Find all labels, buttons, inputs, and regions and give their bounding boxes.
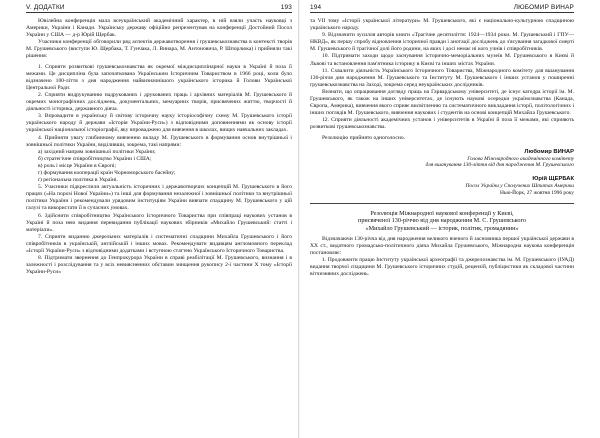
signatory-name: Любомир ВИНАР <box>524 148 574 155</box>
list-item: г) формування кооперації країн Чорноморського басейну; <box>38 169 176 176</box>
resolution-item: 7. Сприяти виданню джерельних матеріалів і систематичні спадщини Михайла Грушевського і його співробітників в українській, англійській і інших мовах. Рекомендувати видавцям англомовного переклад «Історії України-Руси» з відповідними додатками і вступною статтею Українського Історичного Товариства. <box>26 233 292 254</box>
resolution-item: 12. Сприяти діяльності академічних установ і університетів в Україні й поза її межами, які сприяють розвиткові грушевськознавства. <box>310 117 574 131</box>
list-item: ґ) регіональна політика в Україні. <box>38 177 118 184</box>
resolution-item: 5. Учасники підкреслили актуальність історичних і державотворчих концепцій М. Грушевського в його працях («На порозі Нової України») та інші для формування незалежної і зовнішньої політики та внутрішньої політики України і рекомендували урядовим інституціям України вивчати спадщину М. Грушевського у цій галузі та використати її в сучасних умовах. <box>26 184 292 212</box>
signature-block <box>310 176 574 197</box>
resolution-title-line: присвяченої 130-річчю від дня народження М. С. Грушевського <box>358 217 526 225</box>
resolution-item: 9. Відзначити зусилля авторів книги «Трагічне десятиліття: 1924—1934 роки. М. Грушевський і ГПУ—НКВД», як першу спробу відновлення історичної правди і анотації досліджень до з'ясування загадкової смерті М. Грушевського й трагічної долі його родини, на яких і досі немає ні кого учнів і співробітників. <box>310 32 574 53</box>
signatory-name: Юрій ЩЕРБАК <box>532 175 574 182</box>
signatory-role: Голова Міжнародного академічного комітету <box>467 155 574 162</box>
resolution-item: 8. Підтримати звернення до Генпрокурора України в справі реабілітації М. Грушевського, визнання і в залежності і розслідування та у всіх невиясненних обставин знищення рукопису 2-ї частини X тому «Історії України-Руси» <box>26 255 292 276</box>
intro-paragraph: Ювілейна конференція мала всеукраїнський академічний характер, в ній взяли участь науковці з Америки, України і Канади. Українську державу офіційно репрезентував на конференції Достойний Посол України у США — д-р Юрій Щербак. <box>26 18 292 39</box>
section-divider <box>310 203 574 204</box>
list-item: в) роль і місце України в Європі; <box>38 162 117 169</box>
resolution-title-line: Резолюція Міжнародної наукової конференції у Києві, <box>370 209 514 217</box>
resolution-title-line: «Михайло Грушевський — історик, політик, громадянин» <box>365 224 519 232</box>
list-item: а) західний напрям зовнішньої політики України; <box>38 148 156 155</box>
right-page <box>300 0 600 438</box>
right-author-title: ЛЮБОМИР ВИНАР <box>513 4 574 11</box>
left-page-number: 193 <box>280 4 292 11</box>
left-section-title: V. ДОДАТКИ <box>26 4 65 11</box>
signatory-role: для вшанування 130-ліття від дня народження М. Грушевського <box>425 162 574 169</box>
resolution-item: 3. Впровадити в українську й світову історичну науку історіософічну схему М. Грушевського історії українського народу й держави «Історія України-Руси») з відповідними доповненнями як основу історії української національної історіографії, яку впроваджено для вивчення в школах, вищих навчальних закладах. <box>26 113 292 134</box>
list-item: б) стратегічне співробітництво України і США; <box>38 155 152 162</box>
signatory-role: Посол України у Сполучених Штатах Америки <box>465 183 574 190</box>
right-running-head <box>310 4 574 13</box>
resolution-item: 11. Схвалити діяльність Українського Історичного Товариства, Міжнародного комітету для вшанування 130-річчя дня народження М. Грушевського та Інституту М. Грушевського і інших установ у поширенні грушевськознавства на Заході, зокрема серед неукраїнських дослідників. <box>310 67 574 88</box>
policy-directions-list <box>26 149 292 184</box>
right-page-number: 194 <box>310 4 322 11</box>
resolution-item: та VII тому «Історії української літератури» М. Грушевського, які є національно-культурною спадщиною українського народу. <box>310 18 574 32</box>
resolution-title <box>310 210 574 233</box>
signature-block <box>310 149 574 169</box>
adopted-note: Резолюцію прийнято одноголосно. <box>322 134 406 141</box>
signature-date: Нью-Йорк, 27 жовтня 1996 року <box>499 189 574 196</box>
resolution-item: 1. Продовжити працю Інституту української археографії та джерелознавства ім. М. Грушевського (ІУАД) видання творчої спадщини М. Грушевського історичних студій, рецензій, публіцистики як складової частини вітчизняних досліджень. <box>310 256 574 278</box>
resolution-item: 1. Сприяти розвиткові грушевськознавства як окремої міждисциплінарної науки в Україні й поза її межами. Це дисципліна була започаткована Українським Історичним Товариством в 1966 році, коли було відзначено 100-ліття з дня народження найвизначнішого українського історика й Голови Української Центральної Ради. <box>26 63 292 91</box>
intro-paragraph: Учасники конференції обговорили ряд аспектів державотворення і грушевськознавства в контексті творів М. Грушевського (виступи Ю. Щербака, Т. Гунчака, Л. Винара, М. Антоновича, Р. Шпорлюка) і прийняли такі рішення: <box>26 39 292 60</box>
resolution-item: 6. Здійснити співробітництво Українського Історичного Товариства при співпраці наукових установ в Україні й поза нею видання перевидання публікації наукових збірників «Михайло Грушевський: статті і матеріали». <box>26 212 292 233</box>
left-page <box>0 0 298 438</box>
resolution-item: 2. Сприяти видрукуванню надрукованих і друкованих праць і архівних матеріалів М. Грушевського й окремих монографічних досліджень, документальних, мемуарних творів, присвячених життю, творчості й діяльності історика, державного діяча. <box>26 91 292 113</box>
resolution-preamble: Відзначаючи 130-річча від дня народження великого вченого й засновника першої української держави в XX ст., видатного громадсько-політичного діяча Михайла Грушевського, Міжнародна наукова конференція постановляє: <box>310 235 574 256</box>
resolution-item: Визнати, що опрацювання догляду праць на Гарвардському університеті, де існує катедра історії ім. М. Грушевського, як також на інших університетах, де існують наукові осередки українознавства (Канада, Європа, Америка), вивчення якого сприяє висвітленню та систематичного викладання історії, політологічних і інших поглядів М. Грушевського, вивчення наукових і студентів на основі концепцій Михайла Грушевського. <box>310 88 574 117</box>
resolution-item: 10. Підтримати заходи щодо заснування історично-меморіальних музеїв М. Грушевського в Києві й Львові та встановлення пам'ятника історику в Києві та інших містах України. <box>310 53 574 67</box>
resolution-item: 4. Прийняти увагу глибинному вивченню вкладу М. Грушевського в формування основ внутрішньої і зовнішньої політики України, виділивши, зокрема, такі напрями: <box>26 134 292 148</box>
left-running-head <box>26 4 292 13</box>
